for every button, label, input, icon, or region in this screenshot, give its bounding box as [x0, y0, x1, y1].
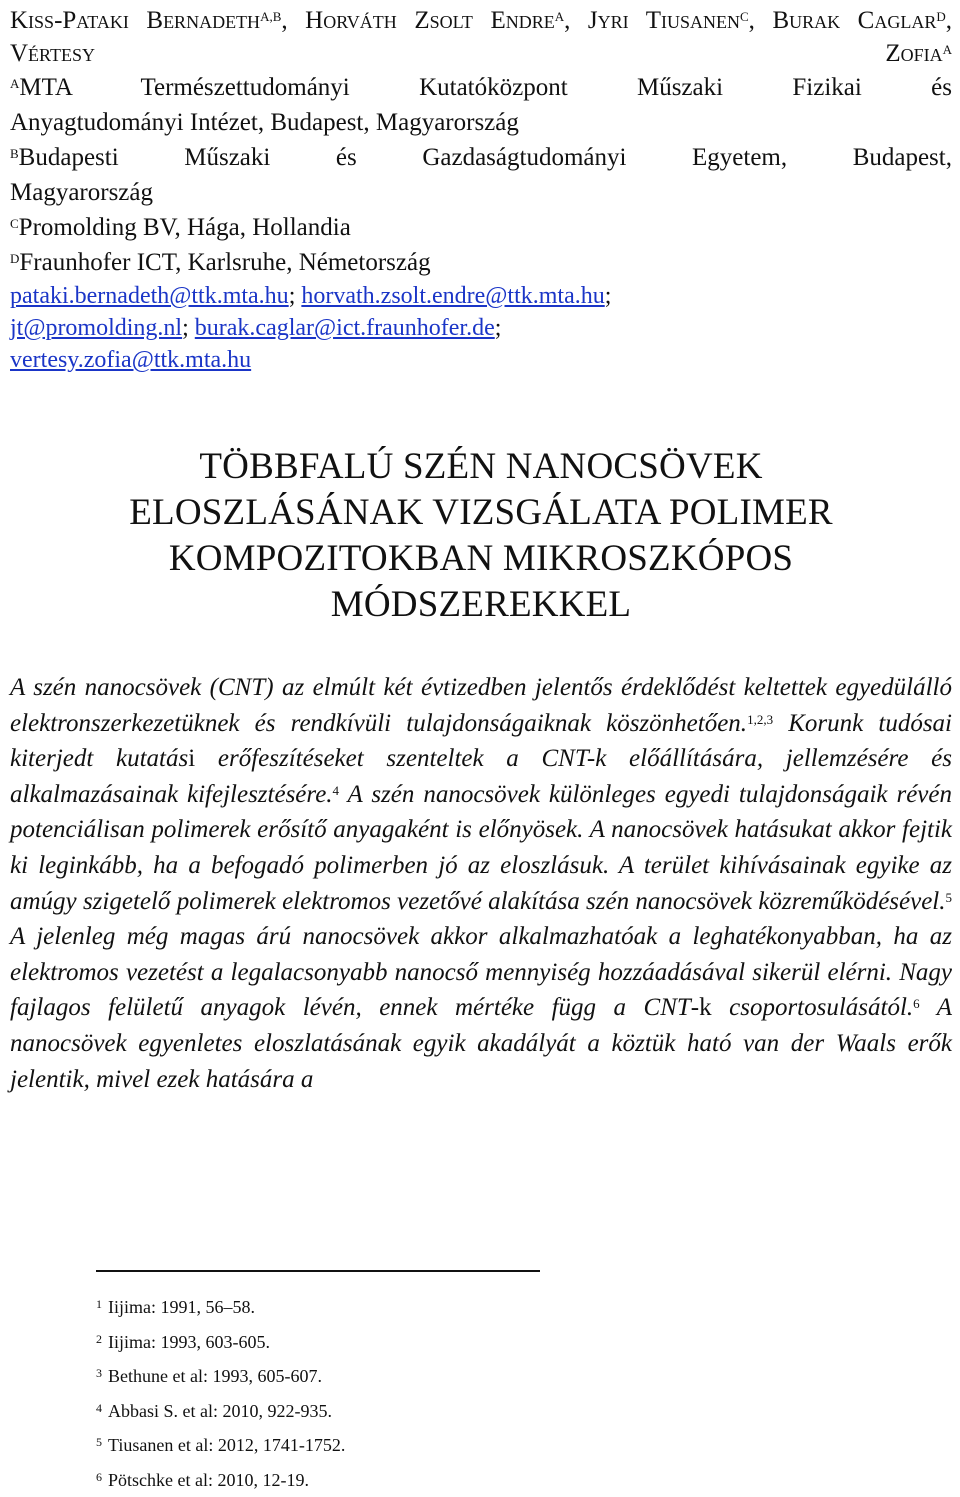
body-text: -k [691, 994, 712, 1021]
affiliation-b-cont: Magyarország [10, 175, 952, 210]
body-text: A nanocsövek egyenletes eloszlatásának egyik akadályát a köztük ható van der Waals erők jelentik, mivel ezek hatására a [10, 994, 952, 1092]
author-4: Burak Caglar$^D$, [772, 7, 952, 34]
body-text: A jelenleg még magas árú nanocsövek akkor alkalmazhatóak a leghatékonyabban, ha az elektromos vezetést a legalacsonyabb nanocső mennyiség hozzáadásával sikerül elérni. Nagy fajlagos felületű anyagok lévén, ennek mértéke függ a CNT [10, 923, 952, 1021]
title-line: KOMPOZITOKBAN MIKROSZKÓPOS [10, 536, 952, 582]
citation-ref: 1,2,3 [747, 712, 773, 727]
citation-ref: 6 [913, 996, 920, 1011]
email-list: pataki.bernadeth@ttk.mta.hu; horvath.zsolt.endre@ttk.mta.hu; jt@promolding.nl; burak.caglar@ict.fraunhofer.de; vertesy.zofia@ttk.mta.hu [10, 280, 952, 376]
author-5: Vértesy Zofia$^A$ [10, 40, 952, 67]
citation-ref: 4 [333, 783, 340, 798]
footnote-list [96, 1290, 345, 1497]
email-link[interactable]: burak.caglar@ict.fraunhofer.de [195, 315, 495, 341]
author-list [10, 4, 952, 70]
affiliation-list [10, 70, 952, 280]
title-line: MÓDSZEREKKEL [10, 582, 952, 628]
paper-title [10, 444, 952, 628]
affiliation-a: $^A$MTA Természettudományi Kutatóközpont Műszaki Fizikai és [10, 70, 952, 105]
email-link[interactable]: horvath.zsolt.endre@ttk.mta.hu [301, 283, 604, 309]
footnote-divider [96, 1270, 540, 1272]
author-3: Jyri Tiusanen$^C$, [588, 7, 773, 34]
paper-page [10, 0, 952, 1097]
footnote: $^4$ Abbasi S. et al: 2010, 922-935. [96, 1394, 345, 1429]
author-2: Horváth Zsolt Endre$^A$, [305, 7, 588, 34]
email-link[interactable]: jt@promolding.nl [10, 315, 182, 341]
body-text: csoportosulásától. [712, 994, 914, 1021]
email-link[interactable]: vertesy.zofia@ttk.mta.hu [10, 347, 251, 373]
abstract-body [10, 670, 952, 1097]
body-text: Korunk tudósai kiterjedt kutatás [10, 710, 952, 773]
body-text: A szén nanocsövek (CNT) az elmúlt két évtizedben jelentős érdeklődést keltettek egyedülálló elektronszerkezetüknek és rendkívüli tulajdonságaiknak köszönhetően. [10, 674, 952, 737]
title-line: ELOSZLÁSÁNAK VIZSGÁLATA POLIMER [10, 490, 952, 536]
email-link[interactable]: pataki.bernadeth@ttk.mta.hu [10, 283, 289, 309]
body-text: A szén nanocsövek különleges egyedi tulajdonságaik révén potenciálisan polimerek erősítő anyagaként is előnyösek. A nanocsövek hatásukat akkor fejtik ki leginkább, ha a befogadó polimerben jó az eloszlásuk. A terület kihívásainak egyike az amúgy szigetelő polimerek elektromos vezetővé alakítása szén nanocsövek közreműködésével. [10, 781, 952, 915]
affiliation-c: $^C$Promolding BV, Hága, Hollandia [10, 210, 952, 245]
affiliation-b: $^B$Budapesti Műszaki és Gazdaságtudományi Egyetem, Budapest, [10, 140, 952, 175]
footnote: $^5$ Tiusanen et al: 2012, 1741-1752. [96, 1428, 345, 1463]
footnote: $^2$ Iijima: 1993, 603-605. [96, 1325, 345, 1360]
footnote: $^6$ Pötschke et al: 2010, 12-19. [96, 1463, 345, 1497]
title-line: TÖBBFALÚ SZÉN NANOCSÖVEK [10, 444, 952, 490]
author-1: Kiss-Pataki Bernadeth$^{A,B}$, [10, 7, 305, 34]
citation-ref: 5 [946, 890, 953, 905]
footnote: $^3$ Bethune et al: 1993, 605-607. [96, 1359, 345, 1394]
affiliation-d: $^D$Fraunhofer ICT, Karlsruhe, Németország [10, 245, 952, 280]
body-text: erőfeszítéseket szenteltek a CNT-k előállítására, jellemzésére és alkalmazásainak kifejlesztésére. [10, 745, 952, 808]
affiliation-a-cont: Anyagtudományi Intézet, Budapest, Magyarország [10, 105, 952, 140]
footnote: $^1$ Iijima: 1991, 56–58. [96, 1290, 345, 1325]
body-text: i [188, 745, 195, 772]
